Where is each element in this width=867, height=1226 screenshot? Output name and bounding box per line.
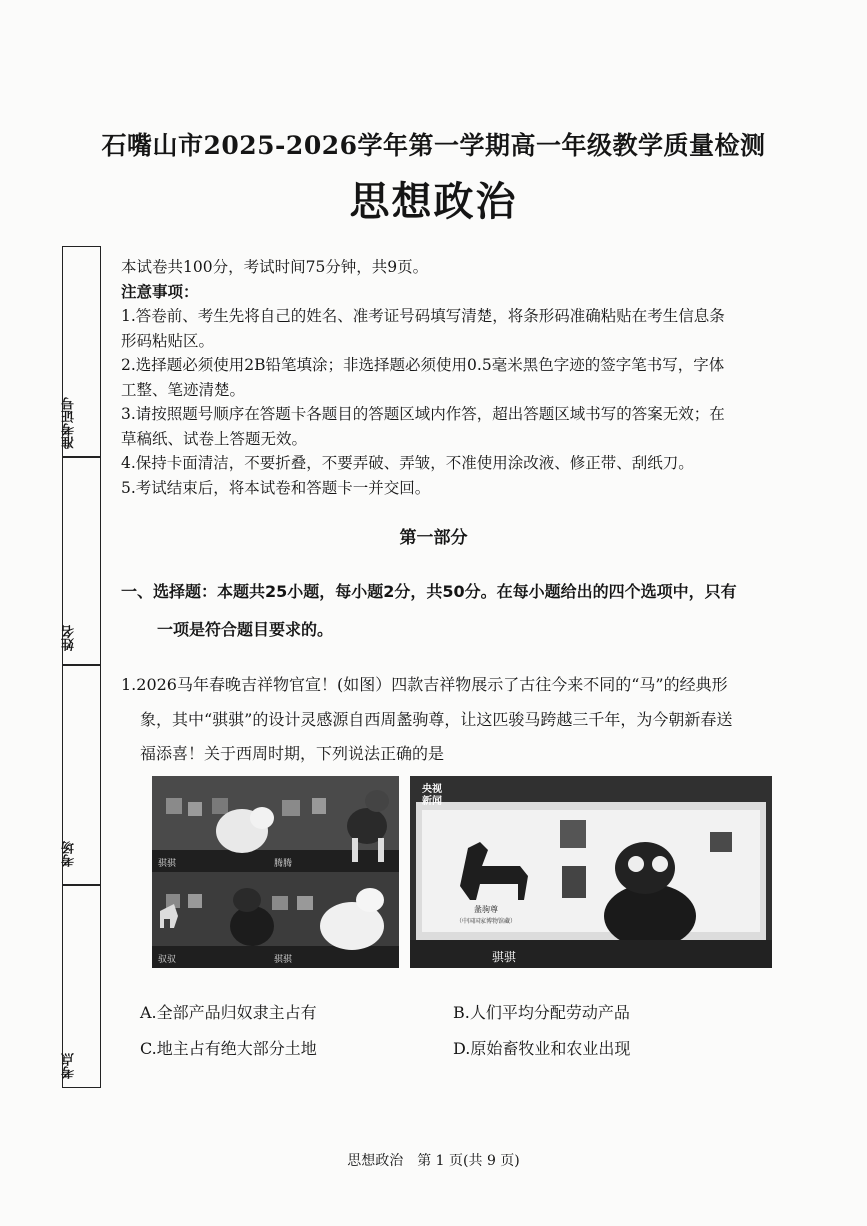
notice-item: 4.保持卡面清洁，不要折叠，不要弄破、弄皱，不准使用涂改液、修正带、刮纸刀。: [121, 454, 694, 472]
collage-label-a: 骐骐: [158, 859, 177, 869]
artifact-name: 盠驹尊: [474, 905, 498, 914]
subject-title: 思想政治: [349, 178, 518, 225]
mascot-collage-image: [152, 776, 399, 968]
section-heading-line1: 一、选择题：本题共25小题，每小题2分，共50分。在每小题给出的四个选项中，只有: [121, 582, 737, 601]
strip-box-room: [62, 664, 101, 886]
notice-item: 草稿纸、试卷上答题无效。: [121, 429, 308, 448]
notice-intro: 本试卷共100分，考试时间75分钟，共9页。: [121, 258, 429, 276]
page-footer: 思想政治 第 1 页(共 9 页): [347, 1153, 520, 1169]
notice-item: 5.考试结束后，将本试卷和答题卡一并交回。: [121, 478, 431, 497]
option-c: C.地主占有绝大部分土地: [140, 1039, 317, 1058]
notice-item: 形码粘贴区。: [121, 331, 215, 350]
part-title: 第一部分: [399, 528, 468, 548]
notice-item: 2.选择题必须使用2B铅笔填涂；非选择题必须使用0.5毫米黑色字迹的签字笔书写，字体: [121, 356, 725, 374]
exam-title: 石嘴山市2025-2026学年第一学期高一年级教学质量检测: [101, 131, 766, 160]
cctv-logo-line1: 央视: [422, 784, 442, 795]
question-1-line2: 象，其中“骐骐”的设计灵感源自西周盠驹尊，让这匹骏马跨越三千年，为今朝新春送: [140, 710, 733, 729]
cctv-news-image: [410, 776, 772, 968]
strip-box-id: [62, 246, 101, 458]
strip-label-name: 姓名: [62, 625, 77, 651]
notice-item: 3.请按照题号顺序在答题卡各题目的答题区域内作答，超出答题区域书写的答案无效；在: [121, 405, 725, 423]
cctv-logo-line2: 新闻: [422, 796, 442, 807]
section-heading-line2: 一项是符合题目要求的。: [157, 620, 334, 639]
option-a: A.全部产品归奴隶主占有: [140, 1003, 317, 1022]
mascot-name-caption: 骐骐: [492, 950, 517, 964]
notice-block: [121, 255, 811, 500]
option-d: D.原始畜牧业和农业出现: [453, 1039, 631, 1058]
strip-box-name: [62, 456, 101, 666]
collage-label-b: 腾腾: [274, 859, 293, 869]
collage-label-c: 驭驭: [158, 955, 177, 965]
notice-item: 1.答卷前、考生先将自己的姓名、准考证号码填写清楚，将条形码准确粘贴在考生信息条: [121, 307, 725, 325]
option-b: B.人们平均分配劳动产品: [453, 1003, 630, 1022]
strip-label-id: 准考证号: [62, 397, 77, 449]
mascot-collage-graphic: [152, 776, 399, 968]
artifact-source: （中国国家博物馆藏）: [456, 918, 517, 925]
notice-heading: 注意事项：: [121, 282, 199, 301]
cctv-news-graphic: [410, 776, 772, 968]
strip-label-room: 考场: [62, 841, 77, 867]
question-1-line1: 1.2026马年春晚吉祥物官宣！(如图）四款吉祥物展示了古往今来不同的“马”的经典形: [121, 675, 728, 694]
notice-item: 工整、笔迹清楚。: [121, 380, 246, 399]
strip-label-site: 考点: [62, 1053, 77, 1079]
question-1-line3: 福添喜！关于西周时期，下列说法正确的是: [140, 744, 445, 763]
collage-label-d: 骐骐: [274, 955, 293, 965]
strip-box-site: [62, 884, 101, 1088]
